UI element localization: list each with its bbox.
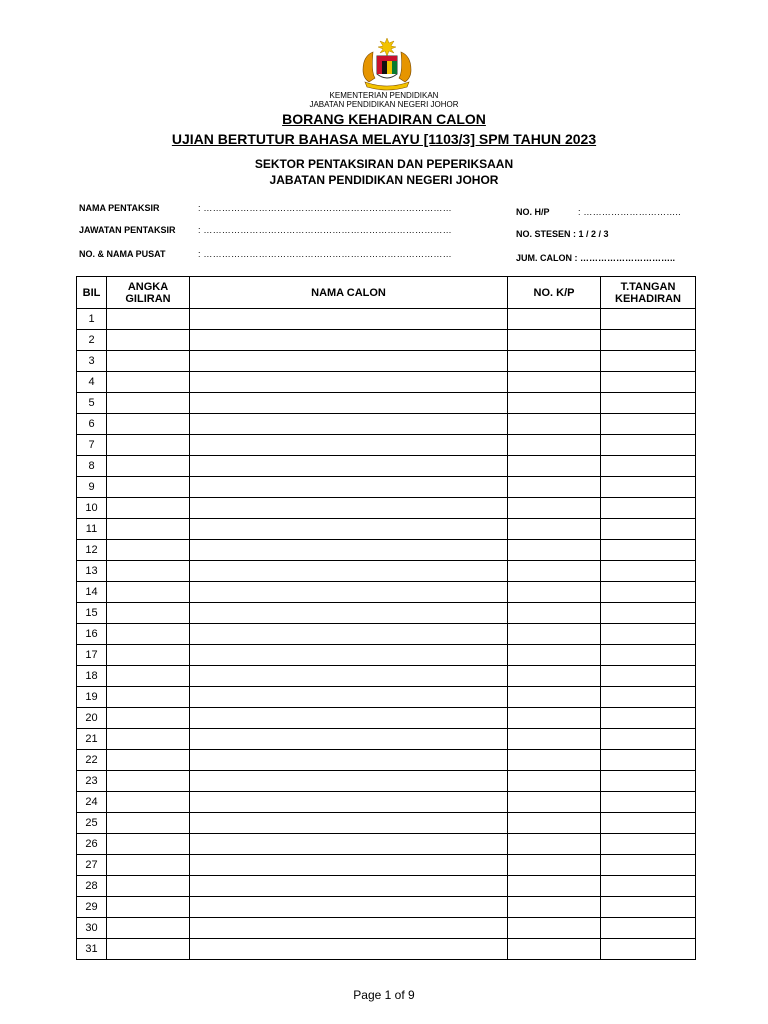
nama-calon-cell[interactable]: [190, 393, 508, 414]
angka-giliran-cell[interactable]: [107, 309, 190, 330]
tandatangan-cell[interactable]: [601, 603, 696, 624]
angka-giliran-cell[interactable]: [107, 687, 190, 708]
no-kp-cell[interactable]: [508, 876, 601, 897]
no-hp-field[interactable]: : …………………………..: [578, 207, 681, 217]
tandatangan-cell[interactable]: [601, 561, 696, 582]
no-kp-cell[interactable]: [508, 708, 601, 729]
nama-calon-cell[interactable]: [190, 645, 508, 666]
angka-giliran-cell[interactable]: [107, 855, 190, 876]
angka-giliran-cell[interactable]: [107, 498, 190, 519]
tandatangan-cell[interactable]: [601, 855, 696, 876]
row-number: 2: [77, 330, 107, 351]
table-row: [77, 771, 696, 792]
no-kp-cell[interactable]: [508, 687, 601, 708]
nama-calon-cell[interactable]: [190, 897, 508, 918]
row-number: 11: [77, 519, 107, 540]
nama-calon-cell[interactable]: [190, 918, 508, 939]
row-number: 15: [77, 603, 107, 624]
nama-calon-cell[interactable]: [190, 372, 508, 393]
tandatangan-cell[interactable]: [601, 813, 696, 834]
no-kp-cell[interactable]: [508, 372, 601, 393]
tandatangan-cell[interactable]: [601, 456, 696, 477]
table-row: [77, 624, 696, 645]
no-kp-cell[interactable]: [508, 414, 601, 435]
table-row: [77, 498, 696, 519]
jawatan-pentaksir-label: JAWATAN PENTAKSIR: [79, 225, 176, 235]
tandatangan-cell[interactable]: [601, 351, 696, 372]
tandatangan-cell[interactable]: [601, 834, 696, 855]
tandatangan-cell[interactable]: [601, 771, 696, 792]
nama-calon-cell[interactable]: [190, 309, 508, 330]
row-number: 22: [77, 750, 107, 771]
sector-name: SEKTOR PENTAKSIRAN DAN PEPERIKSAAN: [254, 157, 514, 171]
no-kp-cell[interactable]: [508, 624, 601, 645]
nama-calon-cell[interactable]: [190, 750, 508, 771]
row-number: 19: [77, 687, 107, 708]
angka-giliran-cell[interactable]: [107, 582, 190, 603]
row-number: 12: [77, 540, 107, 561]
nama-calon-cell[interactable]: [190, 834, 508, 855]
tandatangan-cell[interactable]: [601, 939, 696, 960]
no-kp-cell[interactable]: [508, 750, 601, 771]
angka-giliran-cell[interactable]: [107, 834, 190, 855]
row-number: 14: [77, 582, 107, 603]
nama-calon-cell[interactable]: [190, 729, 508, 750]
row-number: 23: [77, 771, 107, 792]
header-angka-giliran: ANGKA GILIRAN: [107, 277, 190, 309]
nama-calon-cell[interactable]: [190, 456, 508, 477]
no-kp-cell[interactable]: [508, 813, 601, 834]
table-row: [77, 519, 696, 540]
row-number: 25: [77, 813, 107, 834]
table-row: [77, 309, 696, 330]
no-kp-cell[interactable]: [508, 540, 601, 561]
row-number: 26: [77, 834, 107, 855]
tandatangan-cell[interactable]: [601, 393, 696, 414]
nama-calon-cell[interactable]: [190, 414, 508, 435]
angka-giliran-cell[interactable]: [107, 792, 190, 813]
angka-giliran-cell[interactable]: [107, 540, 190, 561]
table-row: [77, 414, 696, 435]
table-row: [77, 582, 696, 603]
table-row: [77, 561, 696, 582]
nama-pentaksir-field[interactable]: : ………………………………………………………………………: [198, 203, 452, 213]
no-kp-cell[interactable]: [508, 603, 601, 624]
table-row: [77, 813, 696, 834]
table-header-row: [77, 277, 696, 309]
table-row: [77, 750, 696, 771]
angka-giliran-cell[interactable]: [107, 939, 190, 960]
table-row: [77, 372, 696, 393]
state-department-name: JABATAN PENDIDIKAN NEGERI JOHOR: [269, 173, 499, 187]
tandatangan-cell[interactable]: [601, 309, 696, 330]
tandatangan-cell[interactable]: [601, 687, 696, 708]
tandatangan-cell[interactable]: [601, 729, 696, 750]
nama-calon-cell[interactable]: [190, 582, 508, 603]
row-number: 5: [77, 393, 107, 414]
no-kp-cell[interactable]: [508, 519, 601, 540]
table-row: [77, 435, 696, 456]
nama-calon-cell[interactable]: [190, 624, 508, 645]
row-number: 27: [77, 855, 107, 876]
table-row: [77, 897, 696, 918]
row-number: 6: [77, 414, 107, 435]
table-row: [77, 792, 696, 813]
no-kp-cell[interactable]: [508, 582, 601, 603]
angka-giliran-cell[interactable]: [107, 330, 190, 351]
tandatangan-cell[interactable]: [601, 897, 696, 918]
angka-giliran-cell[interactable]: [107, 666, 190, 687]
nama-calon-cell[interactable]: [190, 771, 508, 792]
row-number: 1: [77, 309, 107, 330]
table-row: [77, 729, 696, 750]
table-row: [77, 477, 696, 498]
no-kp-cell[interactable]: [508, 393, 601, 414]
tandatangan-cell[interactable]: [601, 540, 696, 561]
table-row: [77, 876, 696, 897]
angka-giliran-cell[interactable]: [107, 603, 190, 624]
nama-calon-cell[interactable]: [190, 687, 508, 708]
table-row: [77, 855, 696, 876]
nama-pusat-label: NO. & NAMA PUSAT: [79, 249, 166, 259]
nama-calon-cell[interactable]: [190, 939, 508, 960]
row-number: 18: [77, 666, 107, 687]
tandatangan-cell[interactable]: [601, 645, 696, 666]
angka-giliran-cell[interactable]: [107, 519, 190, 540]
nama-calon-cell[interactable]: [190, 477, 508, 498]
form-title: BORANG KEHADIRAN CALON: [282, 111, 486, 127]
table-row: [77, 393, 696, 414]
nama-calon-cell[interactable]: [190, 813, 508, 834]
angka-giliran-cell[interactable]: [107, 771, 190, 792]
row-number: 7: [77, 435, 107, 456]
nama-calon-cell[interactable]: [190, 519, 508, 540]
no-kp-cell[interactable]: [508, 477, 601, 498]
angka-giliran-cell[interactable]: [107, 813, 190, 834]
nama-calon-cell[interactable]: [190, 855, 508, 876]
nama-calon-cell[interactable]: [190, 498, 508, 519]
no-kp-cell[interactable]: [508, 309, 601, 330]
tandatangan-cell[interactable]: [601, 330, 696, 351]
nama-calon-cell[interactable]: [190, 540, 508, 561]
table-row: [77, 834, 696, 855]
nama-calon-cell[interactable]: [190, 330, 508, 351]
row-number: 13: [77, 561, 107, 582]
table-row: [77, 918, 696, 939]
ministry-name: KEMENTERIAN PENDIDIKAN: [329, 91, 439, 100]
tandatangan-cell[interactable]: [601, 477, 696, 498]
angka-giliran-cell[interactable]: [107, 561, 190, 582]
row-number: 24: [77, 792, 107, 813]
row-number: 3: [77, 351, 107, 372]
no-kp-cell[interactable]: [508, 792, 601, 813]
nama-calon-cell[interactable]: [190, 435, 508, 456]
tandatangan-cell[interactable]: [601, 792, 696, 813]
angka-giliran-cell[interactable]: [107, 897, 190, 918]
tandatangan-cell[interactable]: [601, 414, 696, 435]
nama-calon-cell[interactable]: [190, 351, 508, 372]
angka-giliran-cell[interactable]: [107, 435, 190, 456]
no-kp-cell[interactable]: [508, 897, 601, 918]
no-kp-cell[interactable]: [508, 729, 601, 750]
row-number: 20: [77, 708, 107, 729]
nama-calon-cell[interactable]: [190, 792, 508, 813]
angka-giliran-cell[interactable]: [107, 477, 190, 498]
angka-giliran-cell[interactable]: [107, 876, 190, 897]
tandatangan-cell[interactable]: [601, 666, 696, 687]
coat-of-arms-logo: [351, 36, 423, 92]
angka-giliran-cell[interactable]: [107, 456, 190, 477]
angka-giliran-cell[interactable]: [107, 414, 190, 435]
row-number: 29: [77, 897, 107, 918]
table-row: [77, 708, 696, 729]
tandatangan-cell[interactable]: [601, 624, 696, 645]
tandatangan-cell[interactable]: [601, 876, 696, 897]
nama-calon-cell[interactable]: [190, 561, 508, 582]
row-number: 8: [77, 456, 107, 477]
row-number: 9: [77, 477, 107, 498]
nama-calon-cell[interactable]: [190, 876, 508, 897]
no-kp-cell[interactable]: [508, 855, 601, 876]
page-number: Page 1 of 9: [353, 988, 415, 1002]
table-row: [77, 456, 696, 477]
table-row: [77, 666, 696, 687]
no-kp-cell[interactable]: [508, 834, 601, 855]
no-stesen-field[interactable]: NO. STESEN : 1 / 2 / 3: [516, 229, 609, 239]
no-kp-cell[interactable]: [508, 456, 601, 477]
table-row: [77, 645, 696, 666]
tandatangan-cell[interactable]: [601, 498, 696, 519]
tandatangan-cell[interactable]: [601, 582, 696, 603]
tandatangan-cell[interactable]: [601, 750, 696, 771]
nama-calon-cell[interactable]: [190, 603, 508, 624]
table-row: [77, 351, 696, 372]
jum-calon-field[interactable]: JUM. CALON : …………………………..: [516, 253, 675, 263]
header-no-kp: NO. K/P: [508, 277, 601, 309]
angka-giliran-cell[interactable]: [107, 351, 190, 372]
row-number: 30: [77, 918, 107, 939]
no-kp-cell[interactable]: [508, 939, 601, 960]
row-number: 16: [77, 624, 107, 645]
header-nama-calon: NAMA CALON: [190, 277, 508, 309]
department-name: JABATAN PENDIDIKAN NEGERI JOHOR: [309, 100, 459, 109]
angka-giliran-cell[interactable]: [107, 372, 190, 393]
row-number: 28: [77, 876, 107, 897]
row-number: 21: [77, 729, 107, 750]
row-number: 10: [77, 498, 107, 519]
angka-giliran-cell[interactable]: [107, 708, 190, 729]
no-kp-cell[interactable]: [508, 351, 601, 372]
nama-calon-cell[interactable]: [190, 708, 508, 729]
no-kp-cell[interactable]: [508, 561, 601, 582]
nama-calon-cell[interactable]: [190, 666, 508, 687]
table-row: [77, 687, 696, 708]
no-kp-cell[interactable]: [508, 330, 601, 351]
tandatangan-cell[interactable]: [601, 708, 696, 729]
tandatangan-cell[interactable]: [601, 372, 696, 393]
angka-giliran-cell[interactable]: [107, 624, 190, 645]
angka-giliran-cell[interactable]: [107, 645, 190, 666]
jawatan-pentaksir-field[interactable]: : ………………………………………………………………………: [198, 225, 452, 235]
no-kp-cell[interactable]: [508, 666, 601, 687]
table-row: [77, 540, 696, 561]
attendance-table: [76, 276, 696, 960]
no-kp-cell[interactable]: [508, 645, 601, 666]
angka-giliran-cell[interactable]: [107, 750, 190, 771]
angka-giliran-cell[interactable]: [107, 918, 190, 939]
table-row: [77, 603, 696, 624]
tandatangan-cell[interactable]: [601, 435, 696, 456]
header-bil: BIL: [77, 277, 107, 309]
row-number: 31: [77, 939, 107, 960]
nama-pusat-field[interactable]: : ………………………………………………………………………: [198, 249, 452, 259]
angka-giliran-cell[interactable]: [107, 729, 190, 750]
no-hp-label: NO. H/P: [516, 207, 550, 217]
header-tandatangan-kehadiran: T.TANGAN KEHADIRAN: [601, 277, 696, 309]
angka-giliran-cell[interactable]: [107, 393, 190, 414]
tandatangan-cell[interactable]: [601, 519, 696, 540]
exam-title: UJIAN BERTUTUR BAHASA MELAYU [1103/3] SPM TAHUN 2023: [171, 131, 597, 147]
row-number: 17: [77, 645, 107, 666]
no-kp-cell[interactable]: [508, 771, 601, 792]
row-number: 4: [77, 372, 107, 393]
nama-pentaksir-label: NAMA PENTAKSIR: [79, 203, 160, 213]
no-kp-cell[interactable]: [508, 435, 601, 456]
table-row: [77, 330, 696, 351]
table-row: [77, 939, 696, 960]
tandatangan-cell[interactable]: [601, 918, 696, 939]
no-kp-cell[interactable]: [508, 918, 601, 939]
no-kp-cell[interactable]: [508, 498, 601, 519]
